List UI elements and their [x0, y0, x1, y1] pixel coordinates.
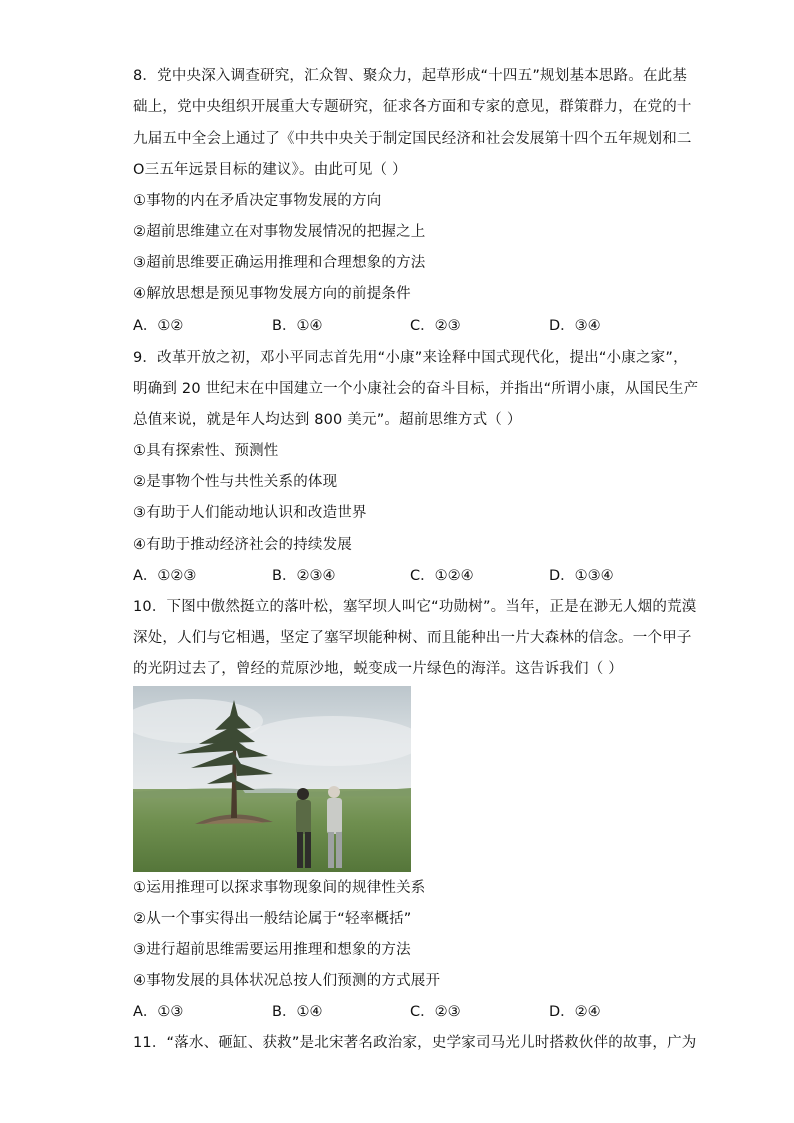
q8-option-d: D．③④ [549, 318, 601, 334]
q10-option-b: B．①④ [272, 1004, 323, 1020]
q10-item-2: ②从一个事实得出一般结论属于“轻率概括” [133, 911, 412, 927]
q8-item-2: ②超前思维建立在对事物发展情况的把握之上 [133, 224, 426, 240]
q8-stem-line-3: 九届五中全会上通过了《中共中央关于制定国民经济和社会发展第十四个五年规划和二 [133, 131, 692, 147]
q8-stem-line-1: 8．党中央深入调查研究，汇众智、聚众力，起草形成“十四五”规划基本思路。在此基 [133, 68, 688, 84]
q8-item-1: ①事物的内在矛盾决定事物发展的方向 [133, 193, 382, 209]
q9-stem-line-2: 明确到 20 世纪末在中国建立一个小康社会的奋斗目标，并指出“所谓小康，从国民生产 [133, 381, 699, 397]
q9-item-4: ④有助于推动经济社会的持续发展 [133, 537, 352, 553]
q10-option-d: D．②④ [549, 1004, 601, 1020]
q9-item-2: ②是事物个性与共性关系的体现 [133, 474, 338, 490]
q10-item-1: ①运用推理可以探求事物现象间的规律性关系 [133, 880, 426, 896]
larch-tree-photo [133, 686, 411, 872]
q8-option-c: C．②③ [410, 318, 461, 334]
q10-option-c: C．②③ [410, 1004, 461, 1020]
q9-option-b: B．②③④ [272, 568, 336, 584]
q9-option-a: A．①②③ [133, 568, 197, 584]
q8-stem-line-4: O三五年远景目标的建议》。由此可见（ ） [133, 162, 407, 178]
q9-item-3: ③有助于人们能动地认识和改造世界 [133, 505, 367, 521]
q9-option-d: D．①③④ [549, 568, 614, 584]
q8-options [133, 316, 633, 336]
q10-option-a: A．①③ [133, 1004, 184, 1020]
q9-option-c: C．①②④ [410, 568, 474, 584]
q8-item-4: ④解放思想是预见事物发展方向的前提条件 [133, 286, 411, 302]
q10-stem-line-1: 10．下图中傲然挺立的落叶松，塞罕坝人叫它“功勋树”。当年，正是在渺无人烟的荒漠 [133, 599, 697, 615]
q9-item-1: ①具有探索性、预测性 [133, 443, 279, 459]
q10-stem-line-2: 深处，人们与它相遇，坚定了塞罕坝能种树、而且能种出一片大森林的信念。一个甲子 [133, 630, 692, 646]
q8-item-3: ③超前思维要正确运用推理和合理想象的方法 [133, 255, 426, 271]
q8-option-b: B．①④ [272, 318, 323, 334]
q10-item-4: ④事物发展的具体状况总按人们预测的方式展开 [133, 973, 441, 989]
q9-stem-line-1: 9．改革开放之初，邓小平同志首先用“小康”来诠释中国式现代化，提出“小康之家”， [133, 350, 688, 366]
q8-stem-line-2: 础上，党中央组织开展重大专题研究，征求各方面和专家的意见，群策群力，在党的十 [133, 99, 692, 115]
q9-stem-line-3: 总值来说，就是年人均达到 800 美元”。超前思维方式（ ） [133, 412, 522, 428]
q9-options [133, 566, 633, 586]
q8-option-a: A．①② [133, 318, 184, 334]
q10-options [133, 1002, 633, 1022]
q11-stem-line-1: 11．“落水、砸缸、获救”是北宋著名政治家，史学家司马光儿时搭救伙伴的故事，广为 [133, 1035, 697, 1051]
q10-item-3: ③进行超前思维需要运用推理和想象的方法 [133, 942, 411, 958]
q10-stem-line-3: 的光阴过去了，曾经的荒原沙地，蜕变成一片绿色的海洋。这告诉我们（ ） [133, 661, 623, 677]
